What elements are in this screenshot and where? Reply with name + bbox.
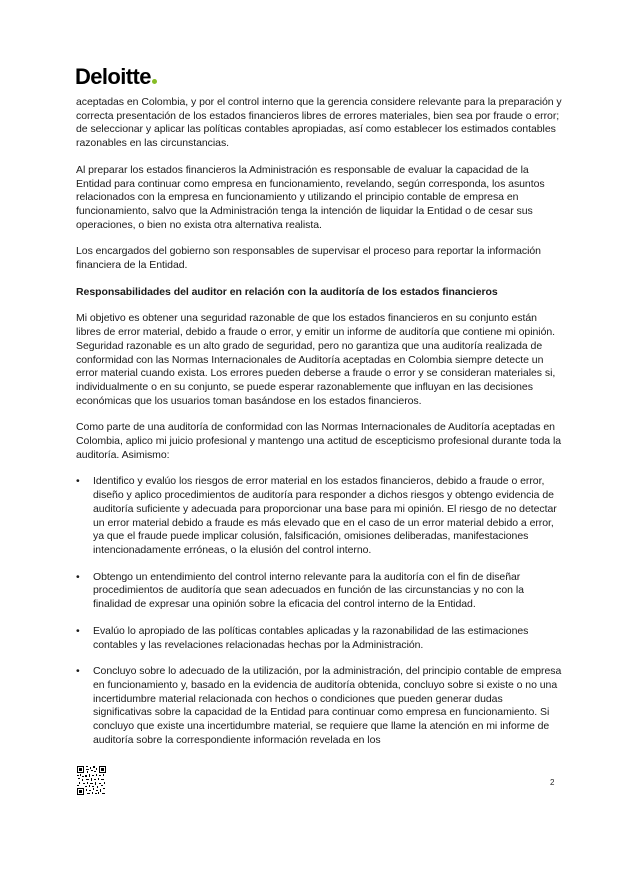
- paragraph-management-control: aceptadas en Colombia, y por el control interno que la gerencia considere relevante para la preparación y correcta presentación de los estados financieros libres de errores materiales, bien sea por fraude o error; de seleccionar y aplicar las políticas contables apropiadas, así como establecer los estimados contables razonables en las circunstancias.: [76, 96, 562, 150]
- list-item-text: Obtengo un entendimiento del control interno relevante para la auditoría con el fin de diseñar procedimientos de auditoría que sean adecuados en función de las circunstancias y no con la finalidad de expresar una opinión sobre la eficacia del control interno de la Entidad.: [93, 570, 524, 611]
- page-number: 2: [550, 778, 555, 787]
- list-item: [76, 475, 562, 557]
- bullet-icon: •: [76, 665, 80, 678]
- paragraph-objective: Mi objetivo es obtener una seguridad razonable de que los estados financieros en su conjunto están libres de error material, debido a fraude o error, y emitir un informe de auditoría que contiene mi opinión. Seguridad razonable es un alto grado de seguridad, pero no garantiza que una auditoría realizada de conformidad con las Normas Internacionales de Auditoría aceptadas en Colombia siempre detecte un error material cuando exista. Los errores pueden deberse a fraude o error y se consideran materiales si, individualmente o en su conjunto, se puede esperar razonablemente que influyan en las decisiones económicas que los usuarios toman basándose en los estados financieros.: [76, 312, 556, 407]
- audit-procedures-list: [76, 475, 562, 747]
- list-item: [76, 665, 562, 747]
- paragraph-governance: Los encargados del gobierno son responsables de supervisar el proceso para reportar la información financiera de la Entidad.: [76, 245, 541, 272]
- bullet-icon: •: [76, 624, 80, 637]
- list-item-text: Identifico y evalúo los riesgos de error material en los estados financieros, debido a fraude o error, diseño y aplico procedimientos de auditoría para responder a dichos riesgos y obtengo evidencia de auditoría suficiente y adecuada para proporcionar una base para mi opinión. El riesgo de no detectar un error material debido a fraude es más elevado que en el caso de un error material debido a error, ya que el fraude puede implicar colusión, falsificación, omisiones deliberadas, manifestaciones intencionadamente erróneas, o la elusión del control interno.: [93, 475, 557, 556]
- logo-text: Deloitte: [75, 64, 151, 89]
- logo-dot-icon: [152, 79, 157, 84]
- list-item: [76, 571, 562, 612]
- list-item-text: Evalúo lo apropiado de las políticas contables aplicadas y la razonabilidad de las estimaciones contables y las revelaciones relacionadas hechas por la Administración.: [93, 624, 529, 651]
- qr-code-icon: [77, 766, 106, 795]
- bullet-icon: •: [76, 475, 80, 488]
- deloitte-logo: [75, 64, 157, 90]
- paragraph-going-concern: Al preparar los estados financieros la Administración es responsable de evaluar la capacidad de la Entidad para continuar como empresa en funcionamiento, revelando, según corresponda, los asuntos relacionados con la empresa en funcionamiento y utilizando el principio contable de empresa en funcionamiento, salvo que la Administración tenga la intención de liquidar la Entidad o de cesar sus operaciones, o bien no exista otra alternativa realista.: [76, 163, 545, 231]
- list-item: [76, 625, 562, 652]
- paragraph-audit-approach: Como parte de una auditoría de conformidad con las Normas Internacionales de Auditoría aceptadas en Colombia, aplico mi juicio profesional y mantengo una actitud de escepticismo profesional durante toda la auditoría. Asimismo:: [76, 421, 562, 461]
- section-heading: Responsabilidades del auditor en relación con la auditoría de los estados financieros: [76, 285, 498, 298]
- list-item-text: Concluyo sobre lo adecuado de la utilización, por la administración, del principio contable de empresa en funcionamiento y, basado en la evidencia de auditoría obtenida, concluyo sobre si existe o no una incertidumbre material relacionada con hechos o condiciones que pueden generar dudas significativas sobre la capacidad de la Entidad para continuar como empresa en funcionamiento. Si concluyo que existe una incertidumbre material, se requiere que llame la atención en mi informe de auditoría sobre la correspondiente información revelada en los: [93, 665, 562, 746]
- document-body: [76, 96, 562, 760]
- bullet-icon: •: [76, 570, 80, 583]
